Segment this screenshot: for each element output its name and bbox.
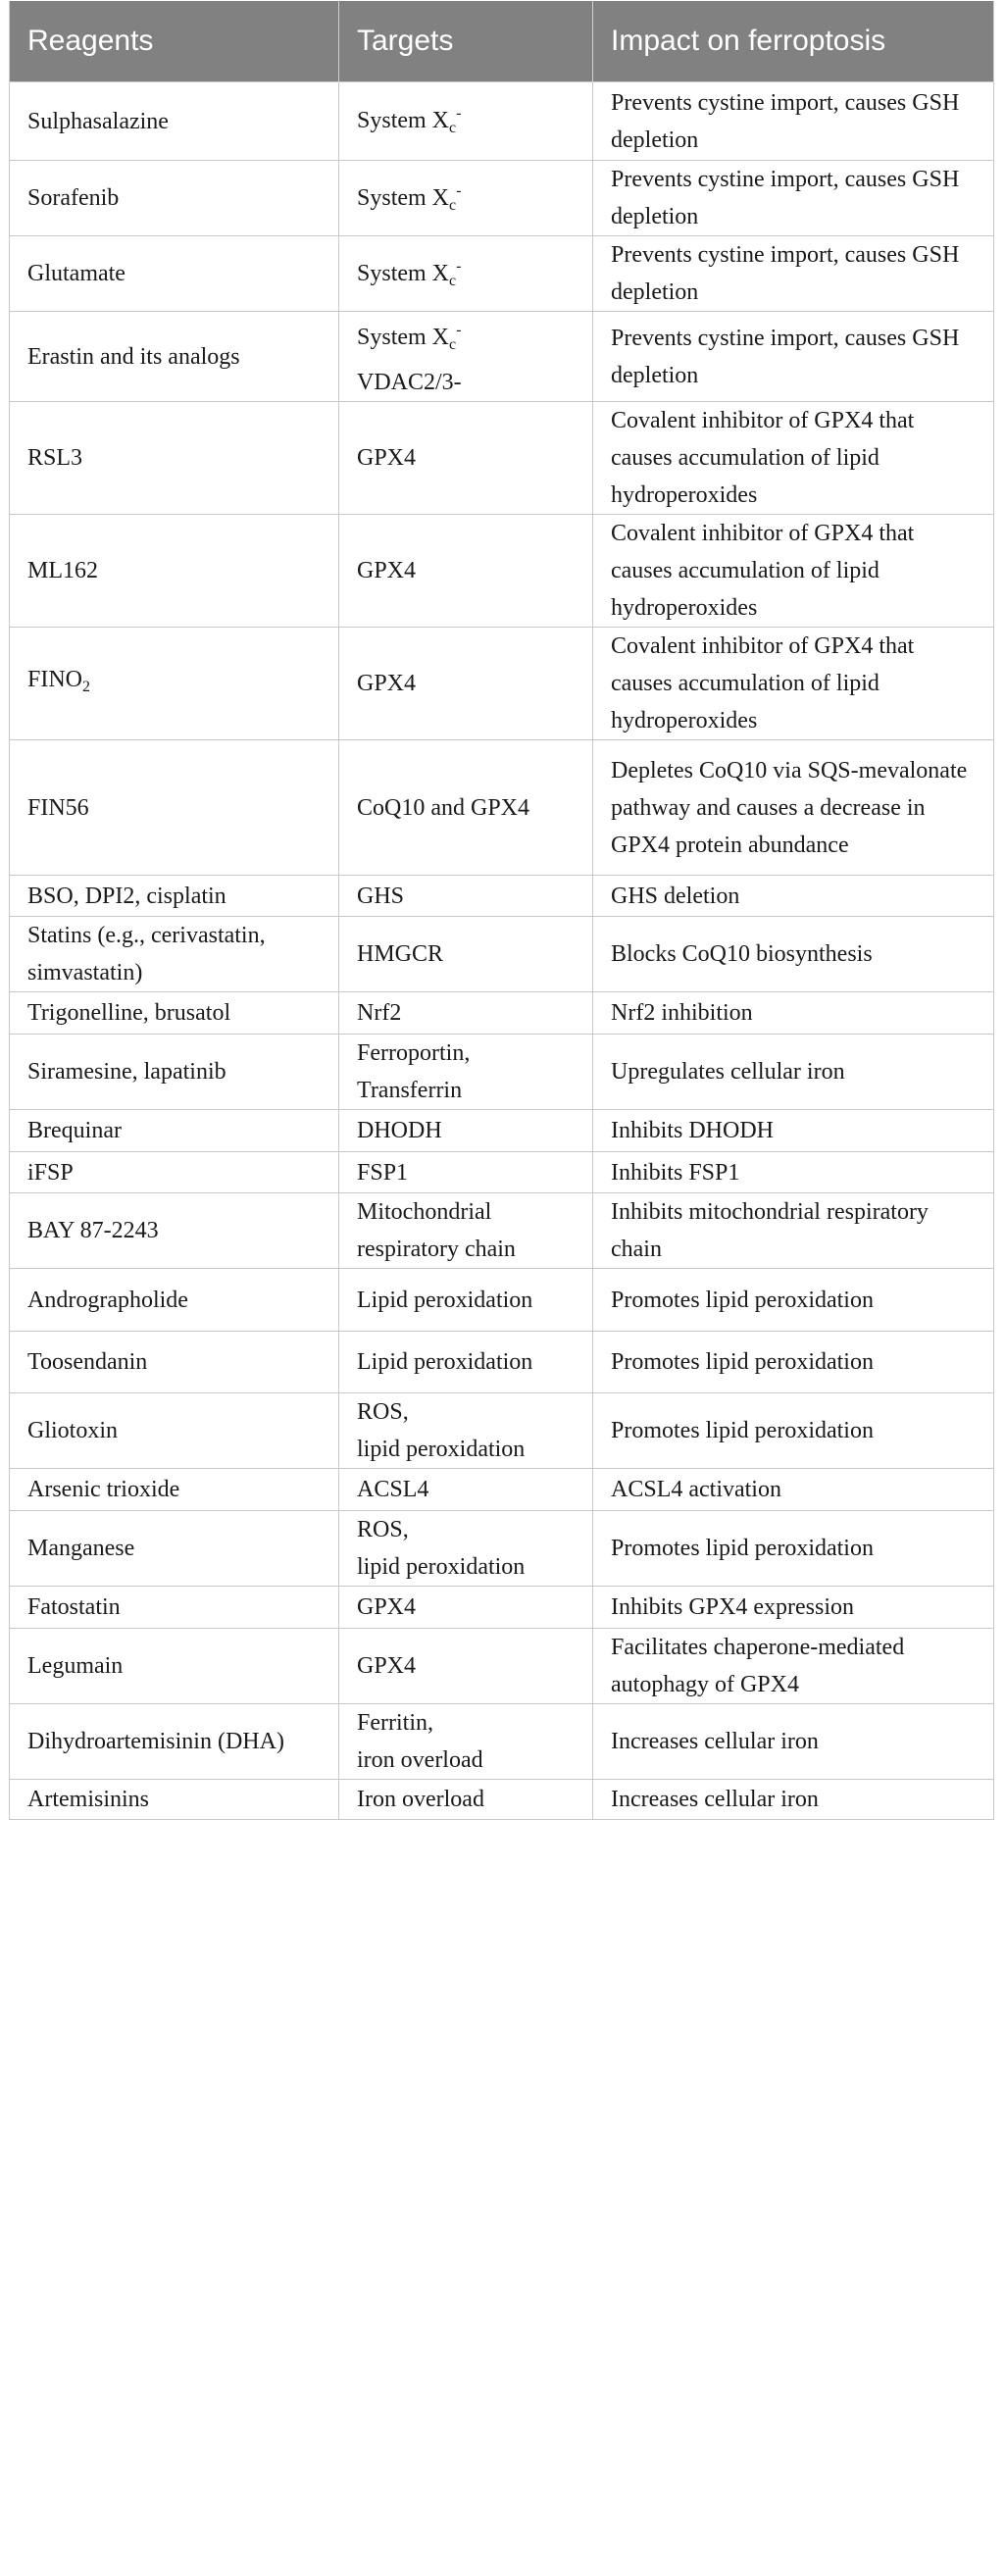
targets-cell [339,236,593,312]
target-line: GPX4 [357,1653,417,1679]
reagent-cell: Siramesine, lapatinib [10,1035,339,1110]
table-row [10,1269,994,1332]
table-row [10,1393,994,1469]
reagent-cell: Erastin and its analogs [10,312,339,402]
impact-cell: Covalent inhibitor of GPX4 that causes accumulation of lipid hydroperoxides [593,628,994,740]
table-row [10,992,994,1035]
targets-cell [339,992,593,1035]
target-line: Transferrin [357,1078,463,1103]
impact-cell: Prevents cystine import, causes GSH depletion [593,236,994,312]
reagent-cell: Statins (e.g., cerivastatin, simvastatin) [10,917,339,992]
target-line: VDAC2/3- [357,370,462,395]
subscript-text: c [449,336,457,353]
targets-cell [339,917,593,992]
subscript-text: 2 [82,679,91,695]
reagent-cell: Sorafenib [10,161,339,236]
impact-cell: Increases cellular iron [593,1704,994,1780]
reagent-cell: BSO, DPI2, cisplatin [10,876,339,917]
targets-cell [339,1035,593,1110]
reagent-cell: Manganese [10,1511,339,1587]
target-line: System $X_c^-$ [357,105,462,136]
header-impact: Impact on ferroptosis [593,1,994,82]
table-row [10,1152,994,1193]
target-line: ACSL4 [357,1477,429,1502]
table-row [10,1469,994,1511]
impact-cell: Prevents cystine import, causes GSH depletion [593,161,994,236]
targets-cell [339,1469,593,1511]
targets-cell [339,876,593,917]
target-line: System $X_c^-$ [357,181,462,214]
target-line: ROS, [357,1399,409,1425]
target-line: ROS, [357,1517,409,1542]
targets-cell [339,312,593,402]
targets-cell [339,82,593,161]
impact-cell: Covalent inhibitor of GPX4 that causes accumulation of lipid hydroperoxides [593,402,994,515]
reagent-cell: Glutamate [10,236,339,312]
impact-cell: ACSL4 activation [593,1469,994,1511]
table-row [10,1035,994,1110]
reagent-cell: Legumain [10,1629,339,1704]
table-row [10,402,994,515]
table-row [10,1780,994,1820]
table-row [10,236,994,312]
targets-cell [339,1393,593,1469]
impact-cell: Inhibits DHODH [593,1110,994,1152]
table-row [10,312,994,402]
targets-cell [339,1269,593,1332]
table-row [10,740,994,876]
target-line: Nrf2 [357,1000,402,1026]
targets-cell [339,1110,593,1152]
subscript-text: c [449,272,457,289]
reagent-cell: Dihydroartemisinin (DHA) [10,1704,339,1780]
subscript-text: c [449,120,457,136]
table-row [10,917,994,992]
reagent-cell: Toosendanin [10,1332,339,1393]
reagent-cell: iFSP [10,1152,339,1193]
subscript-text: c [449,196,457,214]
impact-cell: Nrf2 inhibition [593,992,994,1035]
impact-cell: Depletes CoQ10 via SQS-mevalonate pathway and causes a decrease in GPX4 protein abundance [593,740,994,876]
target-line: HMGCR [357,941,444,967]
target-line: Iron overload [357,1787,484,1812]
reagent-cell: Andrographolide [10,1269,339,1332]
table-row [10,1704,994,1780]
impact-cell: Inhibits mitochondrial respiratory chain [593,1193,994,1269]
reagent-cell: Artemisinins [10,1780,339,1820]
table-row [10,1332,994,1393]
target-line: Lipid peroxidation [357,1287,533,1313]
impact-cell: Upregulates cellular iron [593,1035,994,1110]
reagent-cell: ML162 [10,515,339,628]
ferroptosis-reagents-table [9,1,994,1820]
target-line: Mitochondrial respiratory chain [357,1199,516,1262]
targets-cell [339,1332,593,1393]
table-row [10,515,994,628]
impact-cell: Blocks CoQ10 biosynthesis [593,917,994,992]
impact-cell: Inhibits FSP1 [593,1152,994,1193]
reagent-cell: Sulphasalazine [10,82,339,161]
target-line: GPX4 [357,1594,417,1620]
impact-cell: Promotes lipid peroxidation [593,1511,994,1587]
target-line: GPX4 [357,445,417,471]
table-row [10,876,994,917]
target-line: Ferroportin, [357,1040,471,1066]
targets-cell [339,740,593,876]
impact-cell: Promotes lipid peroxidation [593,1332,994,1393]
target-line: Ferritin, [357,1710,433,1736]
superscript-text: - [456,105,462,122]
table-row [10,1511,994,1587]
table-row [10,1587,994,1629]
superscript-text: - [456,322,462,338]
table-row [10,628,994,740]
target-line: Lipid peroxidation [357,1349,533,1375]
table-row [10,82,994,161]
impact-cell: Increases cellular iron [593,1780,994,1820]
reagent-cell: FIN56 [10,740,339,876]
target-line: GPX4 [357,671,417,696]
targets-cell [339,1780,593,1820]
impact-cell: Covalent inhibitor of GPX4 that causes accumulation of lipid hydroperoxides [593,515,994,628]
impact-cell: Prevents cystine import, causes GSH depletion [593,82,994,161]
targets-cell [339,628,593,740]
table-row [10,1110,994,1152]
reagent-cell: $FINO_2$ [10,628,339,740]
impact-cell: Promotes lipid peroxidation [593,1393,994,1469]
header-targets: Targets [339,1,593,82]
target-line: lipid peroxidation [357,1554,526,1580]
impact-cell: Facilitates chaperone-mediated autophagy of GPX4 [593,1629,994,1704]
reagent-cell: Trigonelline, brusatol [10,992,339,1035]
reagent-cell: RSL3 [10,402,339,515]
impact-cell: Inhibits GPX4 expression [593,1587,994,1629]
target-line: FSP1 [357,1159,409,1186]
targets-cell [339,1587,593,1629]
reagent-cell: BAY 87-2243 [10,1193,339,1269]
targets-cell [339,1511,593,1587]
target-line: System $X_c^-$ [357,257,462,289]
targets-cell [339,1193,593,1269]
reagent-cell: Gliotoxin [10,1393,339,1469]
target-line: GHS [357,883,405,909]
impact-cell: Promotes lipid peroxidation [593,1269,994,1332]
reagent-cell: Brequinar [10,1110,339,1152]
superscript-text: - [456,181,462,199]
target-line: lipid peroxidation [357,1437,526,1462]
superscript-text: - [456,257,462,275]
targets-cell [339,1704,593,1780]
targets-cell [339,1629,593,1704]
impact-cell: GHS deletion [593,876,994,917]
targets-cell [339,1152,593,1193]
table-row [10,161,994,236]
target-line: iron overload [357,1747,483,1773]
header-row [10,1,994,82]
reagent-cell: Arsenic trioxide [10,1469,339,1511]
reagent-cell: Fatostatin [10,1587,339,1629]
table-header [10,1,994,82]
target-line: DHODH [357,1118,442,1143]
targets-cell [339,515,593,628]
targets-cell [339,161,593,236]
table-row [10,1193,994,1269]
target-line: System $X_c^-$ [357,322,462,353]
targets-cell [339,402,593,515]
table-row [10,1629,994,1704]
header-reagents: Reagents [10,1,339,82]
table-body [10,82,994,1820]
target-line: GPX4 [357,558,417,583]
impact-cell: Prevents cystine import, causes GSH depletion [593,312,994,402]
target-line: CoQ10 and GPX4 [357,794,530,821]
